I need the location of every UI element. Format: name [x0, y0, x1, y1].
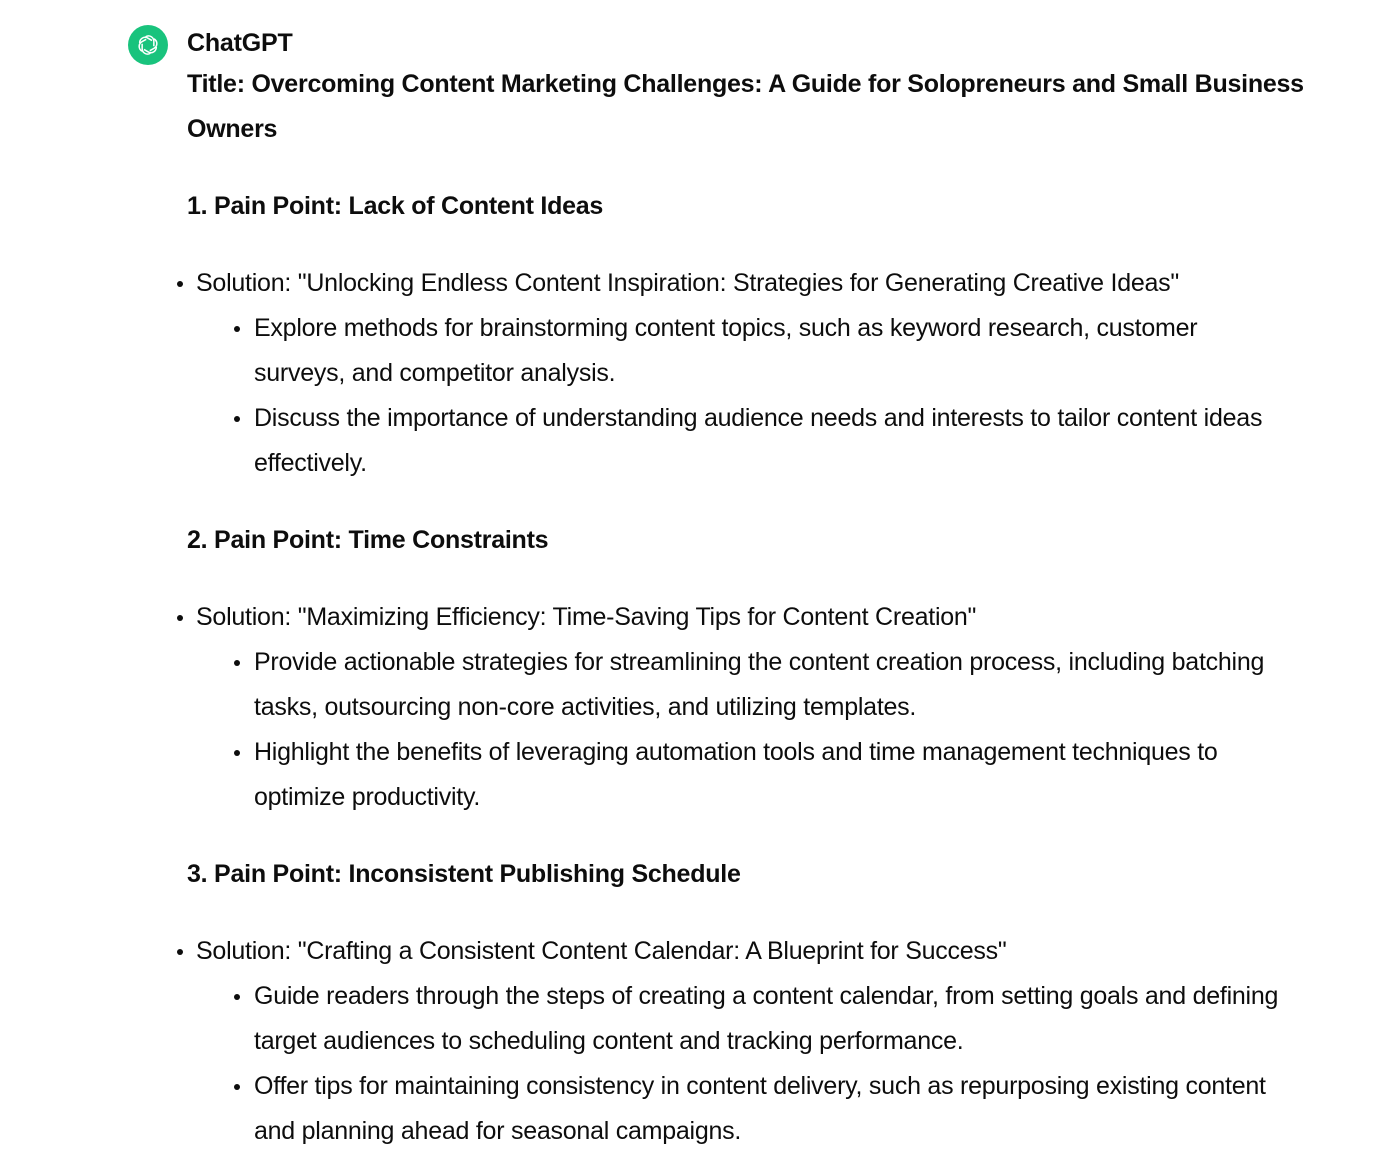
detail-item: Guide readers through the steps of creating a content calendar, from setting goals and defining target audiences to scheduling content and tracking performance. [254, 974, 1284, 1064]
message-title: Title: Overcoming Content Marketing Challenges: A Guide for Solopreneurs and Small Business Owners [187, 70, 1304, 143]
detail-item: Highlight the benefits of leveraging automation tools and time management techniques to optimize productivity. [254, 730, 1284, 820]
solution-item [176, 929, 1327, 1154]
solution-item [176, 595, 1327, 820]
solution-item [176, 261, 1327, 486]
detail-list [196, 974, 1284, 1154]
detail-item: Offer tips for maintaining consistency in content delivery, such as repurposing existing content and planning ahead for seasonal campaigns. [254, 1064, 1284, 1154]
openai-logo-icon [135, 32, 161, 58]
solution-text: Solution: "Maximizing Efficiency: Time-Saving Tips for Content Creation" [196, 603, 977, 631]
section-heading: 2. Pain Point: Time Constraints [187, 526, 549, 554]
solution-text: Solution: "Unlocking Endless Content Inspiration: Strategies for Generating Creative Ideas" [196, 269, 1180, 297]
solution-text: Solution: "Crafting a Consistent Content Calendar: A Blueprint for Success" [196, 937, 1007, 965]
assistant-message [187, 62, 1327, 1154]
section-heading: 1. Pain Point: Lack of Content Ideas [187, 192, 604, 220]
author-name: ChatGPT [187, 29, 293, 57]
section-heading: 3. Pain Point: Inconsistent Publishing Schedule [187, 860, 741, 888]
detail-item: Discuss the importance of understanding audience needs and interests to tailor content ideas effectively. [254, 396, 1284, 486]
solution-list [176, 929, 1327, 1154]
avatar [128, 25, 168, 65]
detail-item: Explore methods for brainstorming content topics, such as keyword research, customer surveys, and competitor analysis. [254, 306, 1284, 396]
solution-list [176, 261, 1327, 486]
detail-list [196, 306, 1284, 486]
detail-list [196, 640, 1284, 820]
solution-list [176, 595, 1327, 820]
detail-item: Provide actionable strategies for streamlining the content creation process, including batching tasks, outsourcing non-core activities, and utilizing templates. [254, 640, 1284, 730]
